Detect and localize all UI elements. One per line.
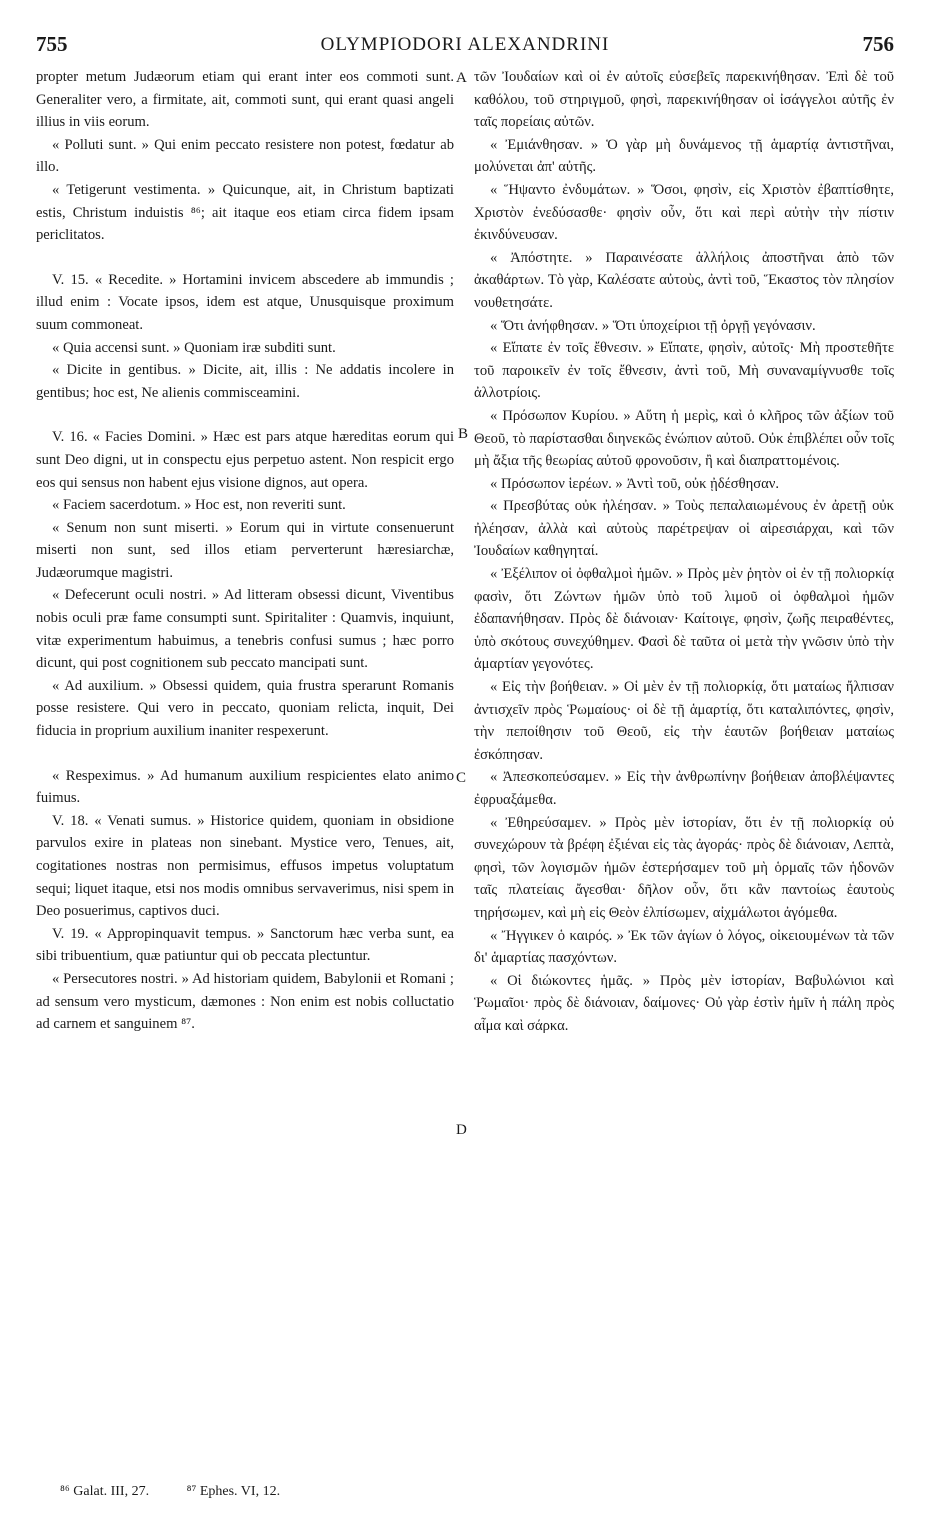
latin-paragraph: « Ad auxilium. » Obsessi quidem, quia frustra sperarunt Romanis posse resistere. Qui vero in peccato, quoniam relicta, inquit, Dei fiducia in proprium auxilium inaniter respexerunt. bbox=[36, 677, 454, 740]
latin-paragraph: V. 18. « Venati sumus. » Historice quidem, quoniam in obsidione parvulos exire in plateas non sinebant. Mystice vero, Tenues, ait, cogitationes nostras non permisimus, effusos impetus voluptatum sequi; liquet itaque, etsi nos modis omnibus servaverimus, nisi spem in Deo posuerimus, captivos duci. bbox=[36, 812, 454, 920]
greek-paragraph: « Ἐθηρεύσαμεν. » Πρὸς μὲν ἱστορίαν, ὅτι ἐν τῇ πολιορκίᾳ οὐ συνεχώρουν τὰ βρέφη ἐξιέναι εἰς τὰς ἀγοράς· πρὸς δὲ διάνοιαν, Λεπτὰ, φησὶ, τῶν λογισμῶν ἡμῶν ἐστερήσαμεν τοῦ μὴ ὁρμαῖς τῶν ἡδονῶν ταῖς πλατείαις ἄγεσθαι· δῆλον οὖν, ὅτι κἂν παντοίως ἑαυτοὺς τηρήσωμεν, καὶ μὴ εἰς Θεὸν ἐλπίσωμεν, αἰχμάλωτοι ἀγόμεθα. bbox=[474, 814, 894, 921]
latin-paragraph: propter metum Judæorum etiam qui erant inter eos commoti sunt. Generaliter vero, a firmitate, ait, commoti sunt, qui erant quasi angeli illius in viis eorum. bbox=[36, 69, 454, 131]
greek-paragraph: « Ὅτι ἀνήφθησαν. » Ὅτι ὑποχείριοι τῇ ὀργῇ γεγόνασιν. bbox=[490, 317, 816, 334]
greek-paragraph: « Πρεσβύτας οὐκ ἠλέησαν. » Τοὺς πεπαλαιωμένους ἐν ἀρετῇ οὐκ ἠλέησαν, ἀλλὰ καὶ αὐτοὺς παρέτρεψαν οἱ αἱρεσιάρχαι, καὶ τῶν Ἰουδαίων καθηγηταί. bbox=[474, 498, 894, 560]
section-marker-c: C bbox=[456, 770, 467, 786]
page-number-left: 755 bbox=[36, 32, 68, 56]
latin-paragraph: « Quia accensi sunt. » Quoniam iræ subditi sunt. bbox=[52, 339, 336, 356]
latin-paragraph: V. 15. « Recedite. » Hortamini invicem abscedere ab immundis ; illud enim : Vocate ipsos, idem est atque, Unusquisque proximum suum commoneat. bbox=[36, 271, 454, 333]
greek-paragraph: « Ἀπεσκοπεύσαμεν. » Εἰς τὴν ἀνθρωπίνην βοήθειαν ἀποβλέψαντες ἐφρυαξάμεθα. bbox=[474, 769, 894, 808]
latin-paragraph: « Defecerunt oculi nostri. » Ad litteram obsessi dicunt, Viventibus nobis oculi præ fame consumpti sunt. Spiritaliter : Quamvis, inquiunt, vitæ experimentum habuimus, a tenebris confusi sumus ; hæc porro dicunt, qui post cognitionem sub peccato mancipati sunt. bbox=[36, 587, 454, 672]
latin-paragraph: « Polluti sunt. » Qui enim peccato resistere non potest, fœdatur ab illo. bbox=[36, 136, 454, 176]
section-marker-a: A bbox=[456, 70, 467, 86]
latin-paragraph: « Persecutores nostri. » Ad historiam quidem, Babylonii et Romani ; ad sensum vero mysticum, dæmones : Non enim est nobis colluctatio ad carnem et sanguinem ⁸⁷. bbox=[36, 970, 454, 1033]
latin-paragraph: « Respeximus. » Ad humanum auxilium respicientes elato animo fuimus. bbox=[36, 767, 454, 807]
latin-paragraph: « Tetigerunt vestimenta. » Quicunque, ait, in Christum baptizati estis, Christum induistis ⁸⁶; ait itaque eos etiam circa fidem ipsam periclitatos. bbox=[36, 181, 454, 244]
greek-column bbox=[474, 66, 894, 1038]
latin-paragraph: « Senum non sunt miserti. » Eorum qui in virtute consenuerunt miserti non sunt, sed illos etiam perverterunt hæresiarchæ, Judæorumque magistri. bbox=[36, 519, 454, 581]
greek-paragraph: « Πρόσωπον ἱερέων. » Ἀντὶ τοῦ, οὐκ ᾐδέσθησαν. bbox=[490, 475, 780, 492]
latin-paragraph: V. 16. « Facies Domini. » Hæc est pars atque hæreditas eorum qui sunt Deo digni, ut in conspectu ejus perpetuo astent. Non respicit ergo eos qui sensus non habent ejus visione dignos, aut opera. bbox=[36, 429, 454, 491]
footnote: ⁸⁷ Ephes. VI, 12. bbox=[186, 1484, 281, 1499]
latin-column bbox=[36, 66, 454, 1036]
greek-paragraph: « Ἀπόστητε. » Παραινέσατε ἀλλήλοις ἀποστῆναι ἀπὸ τῶν ἀκαθάρτων. Τὸ γὰρ, Καλέσατε αὐτοὺς, ἀντὶ τοῦ, Ἕκαστος τὸν πλησίον νουθετησάτε. bbox=[474, 249, 894, 311]
latin-paragraph: V. 19. « Appropinquavit tempus. » Sanctorum hæc verba sunt, ea sibi tribuentium, quæ patiuntur qui ob peccata plectuntur. bbox=[36, 925, 454, 965]
footnotes bbox=[60, 1484, 314, 1500]
greek-paragraph: « Ἤγγικεν ὁ καιρός. » Ἐκ τῶν ἁγίων ὁ λόγος, οἰκειουμένων τὰ τῶν δι' ἁμαρτίας πασχόντων. bbox=[474, 927, 894, 967]
greek-paragraph: « Ἥψαντο ἐνδυμάτων. » Ὅσοι, φησὶν, εἰς Χριστὸν ἐβαπτίσθητε, Χριστὸν ἐνεδύσασθε· φησὶν οὖν, ὅτι καὶ περὶ αὐτὴν τὴν πίστιν ἐκινδύνευσαν. bbox=[474, 181, 894, 244]
greek-paragraph: « Εἰς τὴν βοήθειαν. » Οἱ μὲν ἐν τῇ πολιορκίᾳ, ὅτι ματαίως ἤλπισαν ἀντισχεῖν πρὸς Ῥωμαίους· οἱ δὲ τῇ ἁμαρτίᾳ, ὅτι καταλιπόντες, φησὶν, τὴν πεποίθησιν τοῦ Θεοῦ, εἰς τὴν ἑαυτῶν βοήθειαν ματαίως ἐσκόπησαν. bbox=[474, 679, 894, 763]
greek-paragraph: « Ἐμιάνθησαν. » Ὁ γὰρ μὴ δυνάμενος τῇ ἁμαρτίᾳ ἀντιστῆναι, μολύνεται ἀπ' αὐτῆς. bbox=[474, 136, 894, 176]
footnote: ⁸⁶ Galat. III, 27. bbox=[60, 1484, 150, 1499]
running-title: OLYMPIODORI ALEXANDRINI bbox=[320, 34, 610, 55]
section-marker-d: D bbox=[456, 1122, 467, 1138]
section-marker-b: B bbox=[458, 426, 469, 442]
greek-paragraph: « Εἴπατε ἐν τοῖς ἔθνεσιν. » Εἴπατε, φησὶν, αὐτοῖς· Μὴ προστεθῆτε τοῦ παροικεῖν ἐν τοῖς ἔθνεσιν, ἀντὶ τοῦ, Μὴ συναναμίγνυσθε τοῖς ἀλλοτρίοις. bbox=[474, 340, 894, 402]
latin-paragraph: « Dicite in gentibus. » Dicite, ait, illis : Ne addatis incolere in gentibus; hoc est, Ne alienis commisceamini. bbox=[36, 362, 454, 401]
greek-paragraph: « Πρόσωπον Κυρίου. » Αὕτη ἡ μερὶς, καὶ ὁ κλῆρος τῶν ἀξίων τοῦ Θεοῦ, τὸ παρίστασθαι διηνεκῶς ἐνώπιον αὐτοῦ. Οὐκ ἐπιβλέπει οὖν τοῖς μὴ ἄξια τῆς θεωρίας αὐτοῦ φρονοῦσιν, ἢ καὶ διαπραττομένοις. bbox=[474, 407, 894, 470]
greek-paragraph: τῶν Ἰουδαίων καὶ οἱ ἐν αὐτοῖς εὐσεβεῖς παρεκινήθησαν. Ἐπὶ δὲ τοῦ καθόλου, τοῦ στηριγμοῦ, φησὶ, παρεκινήθησαν οἱ ἰσάγγελοι αὐτῆς ἐν ταῖς πορείαις αὐτῶν. bbox=[474, 69, 894, 131]
greek-paragraph: « Ἐξέλιπον οἱ ὀφθαλμοὶ ἡμῶν. » Πρὸς μὲν ῥητὸν οἱ ἐν τῇ πολιορκίᾳ φασὶν, ὅτι Ζώντων ἡμῶν ὑπὸ τοῦ λιμοῦ οἱ ὀφθαλμοὶ ἡμῶν ἐδαπανήθησαν. Πρὸς δὲ διάνοιαν· Καίτοιγε, φησὶν, ζωῆς πειραθέντες, ὑπὸ σκότους συνεχύθημεν. Φασὶ δὲ ταῦτα οἱ μετὰ τὴν γνῶσιν ὑπὸ τὴν ἁμαρτίαν γεγονότες. bbox=[474, 566, 894, 673]
page-header bbox=[32, 32, 898, 62]
greek-paragraph: « Οἱ διώκοντες ἡμᾶς. » Πρὸς μὲν ἱστορίαν, Βαβυλώνιοι καὶ Ῥωμαῖοι· πρὸς δὲ διάνοιαν, δαίμονες· Οὐ γὰρ ἐστὶν ἡμῖν ἡ πάλη πρὸς αἷμα καὶ σάρκα. bbox=[474, 972, 894, 1034]
page-number-right: 756 bbox=[862, 32, 894, 56]
latin-paragraph: « Faciem sacerdotum. » Hoc est, non reveriti sunt. bbox=[52, 497, 346, 514]
